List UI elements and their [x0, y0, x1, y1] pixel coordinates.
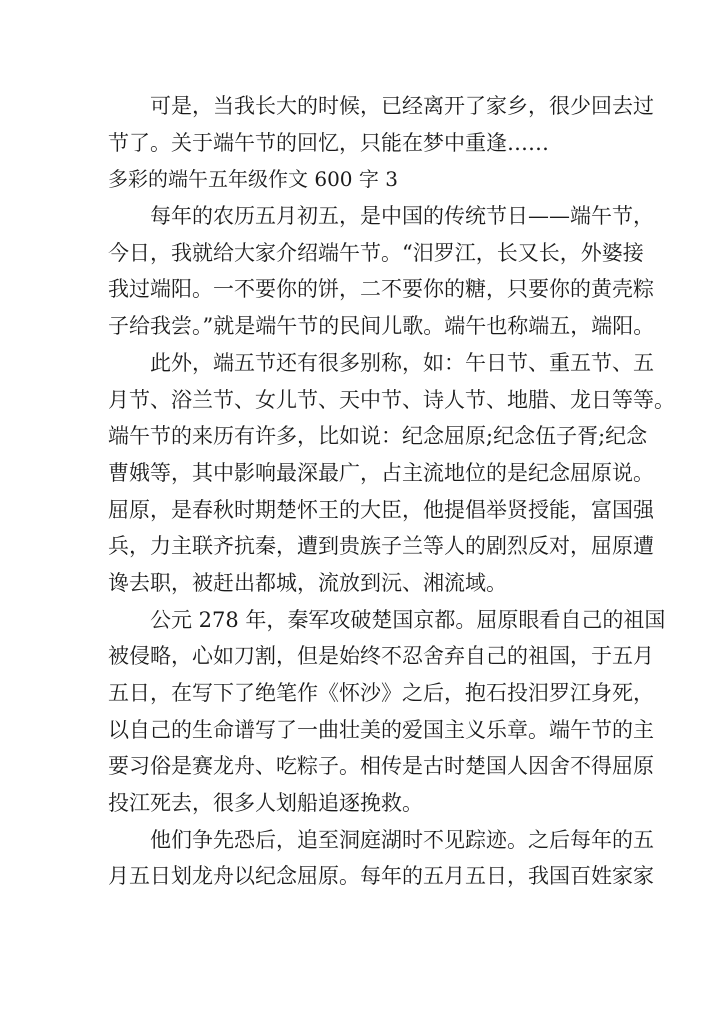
paragraph-line: 要习俗是赛龙舟、吃粽子。相传是古时楚国人因舍不得屈原: [108, 754, 654, 779]
paragraph-line: 端午节的来历有许多，比如说：纪念屈原;纪念伍子胥;纪念: [108, 424, 648, 449]
paragraph-line: 公元 278 年，秦军攻破楚国京都。屈原眼看自己的祖国: [150, 607, 666, 632]
essay-text: [108, 88, 675, 895]
paragraph-line: 曹娥等，其中影响最深最广，占主流地位的是纪念屈原说。: [108, 460, 654, 485]
essay-heading: 多彩的端午五年级作文 600 字 3: [108, 167, 398, 192]
paragraph-line: 他们争先恐后，追至洞庭湖时不见踪迹。之后每年的五: [150, 827, 654, 852]
paragraph-line: 子给我尝。”就是端午节的民间儿歌。端午也称端五，端阳。: [108, 314, 655, 339]
paragraph-line: 五日，在写下了绝笔作《怀沙》之后，抱石投汨罗江身死，: [108, 681, 654, 705]
paragraph-line: 节了。关于端午节的回忆，只能在梦中重逢……: [108, 130, 549, 155]
paragraph-line: 谗去职，被赶出都城，流放到沅、湘流域。: [108, 570, 507, 595]
paragraph-line: 月节、浴兰节、女儿节、天中节、诗人节、地腊、龙日等等。: [108, 387, 675, 412]
paragraph-line: 屈原，是春秋时期楚怀王的大臣，他提倡举贤授能，富国强: [108, 497, 654, 522]
paragraph-line: 我过端阳。一不要你的饼，二不要你的糖，只要你的黄壳粽: [108, 277, 654, 302]
paragraph-line: 每年的农历五月初五，是中国的传统节日——端午节，: [150, 204, 654, 229]
paragraph-line: 兵，力主联齐抗秦，遭到贵族子兰等人的剧烈反对，屈原遭: [108, 534, 654, 559]
paragraph-line: 以自己的生命谱写了一曲壮美的爱国主义乐章。端午节的主: [108, 717, 654, 742]
paragraph-line: 可是，当我长大的时候，已经离开了家乡，很少回去过: [150, 94, 654, 118]
paragraph-line: 今日，我就给大家介绍端午节。“汨罗江，长又长，外婆接: [108, 240, 644, 265]
paragraph-line: 被侵略，心如刀割，但是始终不忍舍弃自己的祖国，于五月: [108, 644, 654, 669]
paragraph-line: 投江死去，很多人划船追逐挽救。: [108, 791, 423, 816]
paragraph-line: 月五日划龙舟以纪念屈原。每年的五月五日，我国百姓家家: [108, 864, 654, 889]
paragraph-line: 此外，端五节还有很多别称，如：午日节、重五节、五: [150, 350, 654, 375]
